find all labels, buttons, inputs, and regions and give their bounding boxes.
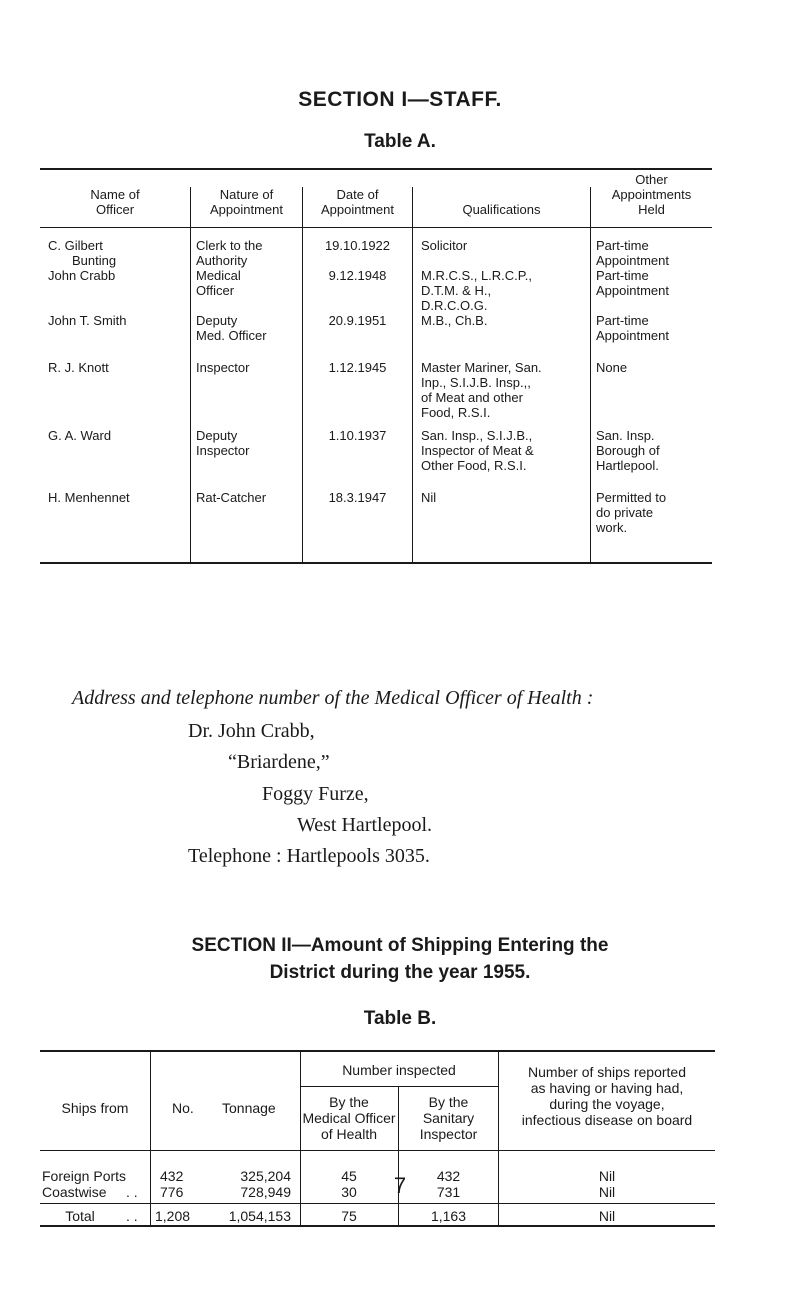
table-row-name: John Crabb xyxy=(48,268,116,283)
table-row-nature: Inspector xyxy=(196,360,250,375)
table-b-subheader-rule xyxy=(300,1086,498,1087)
header-nature-of-appointment: Nature of Appointment xyxy=(210,187,283,217)
table-b-label: Table B. xyxy=(363,1008,437,1029)
table-row-date: 1.10.1937 xyxy=(328,428,387,443)
header-name-of-officer: Name of Officer xyxy=(90,187,140,217)
header-other-appointments: Other Appointments Held xyxy=(611,172,692,217)
table-b-bottom-rule xyxy=(40,1225,715,1227)
table-row-nature: Clerk to the Authority xyxy=(196,238,263,268)
table-row-name: C. Gilbert Bunting xyxy=(48,238,117,268)
table-a-top-rule xyxy=(40,168,712,170)
total-leader-dots: . . xyxy=(126,1208,138,1224)
table-row-by-si: 432 xyxy=(436,1168,461,1184)
section-2-title: SECTION II—Amount of Shipping Entering the xyxy=(191,935,609,956)
table-row-nature: Rat-Catcher xyxy=(196,490,267,505)
table-row-qualifications: Nil xyxy=(421,490,437,505)
total-no: 1,208 xyxy=(155,1208,191,1224)
total-reported: Nil xyxy=(598,1208,616,1224)
table-a-label: Table A. xyxy=(364,131,436,152)
table-a-header-rule xyxy=(40,227,712,228)
address-intro: Address and telephone number of the Medical Officer of Health : xyxy=(72,687,594,709)
table-row-date: 20.9.1951 xyxy=(328,313,387,328)
table-row-nature: Medical Officer xyxy=(196,268,241,298)
table-b-top-rule xyxy=(40,1050,715,1052)
header-tonnage: Tonnage xyxy=(222,1100,276,1116)
table-row-name: R. J. Knott xyxy=(48,360,109,375)
total-by-mo: 75 xyxy=(341,1208,357,1224)
table-row-reported: Nil xyxy=(598,1184,616,1200)
header-ships-from: Ships from xyxy=(61,1100,129,1116)
table-row-reported: Nil xyxy=(598,1168,616,1184)
section-2-subtitle: District during the year 1955. xyxy=(269,962,531,983)
total-by-si: 1,163 xyxy=(430,1208,467,1224)
address-line-name: Dr. John Crabb, xyxy=(188,720,315,742)
table-row-other: Part-time Appointment xyxy=(596,313,669,343)
table-row-qualifications: Solicitor xyxy=(421,238,468,253)
header-by-medical-officer: By the Medical Officer of Health xyxy=(302,1094,396,1142)
table-row-tonnage: 728,949 xyxy=(240,1184,291,1200)
table-row-other: Permitted to do private work. xyxy=(596,490,667,535)
table-row-name: G. A. Ward xyxy=(48,428,112,443)
table-row-other: San. Insp. Borough of Hartlepool. xyxy=(596,428,660,473)
table-row-qualifications: M.R.C.S., L.R.C.P., D.T.M. & H., D.R.C.O.G. xyxy=(421,268,533,313)
table-a-bottom-rule xyxy=(40,562,712,564)
table-row-other: None xyxy=(596,360,628,375)
header-by-sanitary-inspector: By the Sanitary Inspector xyxy=(419,1094,478,1142)
address-line-house: “Briardene,” xyxy=(228,751,330,773)
table-row-by-mo: 30 xyxy=(341,1184,357,1200)
table-row-qualifications: San. Insp., S.I.J.B., Inspector of Meat & Other Food, R.S.I. xyxy=(421,428,534,473)
section-1-title: SECTION I—STAFF. xyxy=(298,88,502,111)
table-b-total-rule xyxy=(40,1203,715,1204)
table-row-date: 9.12.1948 xyxy=(328,268,387,283)
table-a-col-divider xyxy=(190,187,191,562)
total-label: Total xyxy=(65,1208,95,1224)
address-telephone: Telephone : Hartlepools 3035. xyxy=(188,845,430,867)
table-row-tonnage: 325,204 xyxy=(240,1168,291,1184)
table-b-header-rule xyxy=(40,1150,715,1151)
table-row-name: John T. Smith xyxy=(48,313,127,328)
table-row-name: H. Menhennet xyxy=(48,490,130,505)
page-number: 7 xyxy=(393,1173,407,1198)
table-row-leader-dots: . . xyxy=(126,1184,138,1200)
header-number-inspected: Number inspected xyxy=(342,1062,456,1078)
header-ships-reported-infectious: Number of ships reported as having or having had, during the voyage, infectious disease on board xyxy=(521,1064,693,1128)
total-tonnage: 1,054,153 xyxy=(228,1208,291,1224)
table-row-by-mo: 45 xyxy=(341,1168,357,1184)
table-row-no: 776 xyxy=(160,1184,184,1200)
header-date-of-appointment: Date of Appointment xyxy=(321,187,394,217)
header-no: No. xyxy=(172,1100,194,1116)
table-row-other: Part-time Appointment xyxy=(596,268,669,298)
address-line-town: West Hartlepool. xyxy=(297,814,433,836)
table-row-nature: Deputy Med. Officer xyxy=(196,313,267,343)
table-b-col-divider xyxy=(150,1052,151,1225)
table-row-by-si: 731 xyxy=(436,1184,461,1200)
table-row-date: 19.10.1922 xyxy=(324,238,391,253)
table-a-col-divider xyxy=(412,187,413,562)
table-row-no: 432 xyxy=(160,1168,184,1184)
table-row-other: Part-time Appointment xyxy=(596,238,669,268)
table-a-col-divider xyxy=(590,187,591,562)
table-row-ships-from: Coastwise xyxy=(42,1184,107,1200)
table-row-date: 1.12.1945 xyxy=(328,360,387,375)
table-row-nature: Deputy Inspector xyxy=(196,428,250,458)
table-row-ships-from: Foreign Ports xyxy=(42,1168,127,1184)
address-line-street: Foggy Furze, xyxy=(262,783,369,805)
table-row-qualifications: Master Mariner, San. Inp., S.I.J.B. Insp.,, of Meat and other Food, R.S.I. xyxy=(421,360,542,420)
header-qualifications: Qualifications xyxy=(462,202,541,217)
table-row-qualifications: M.B., Ch.B. xyxy=(421,313,488,328)
table-row-date: 18.3.1947 xyxy=(328,490,387,505)
